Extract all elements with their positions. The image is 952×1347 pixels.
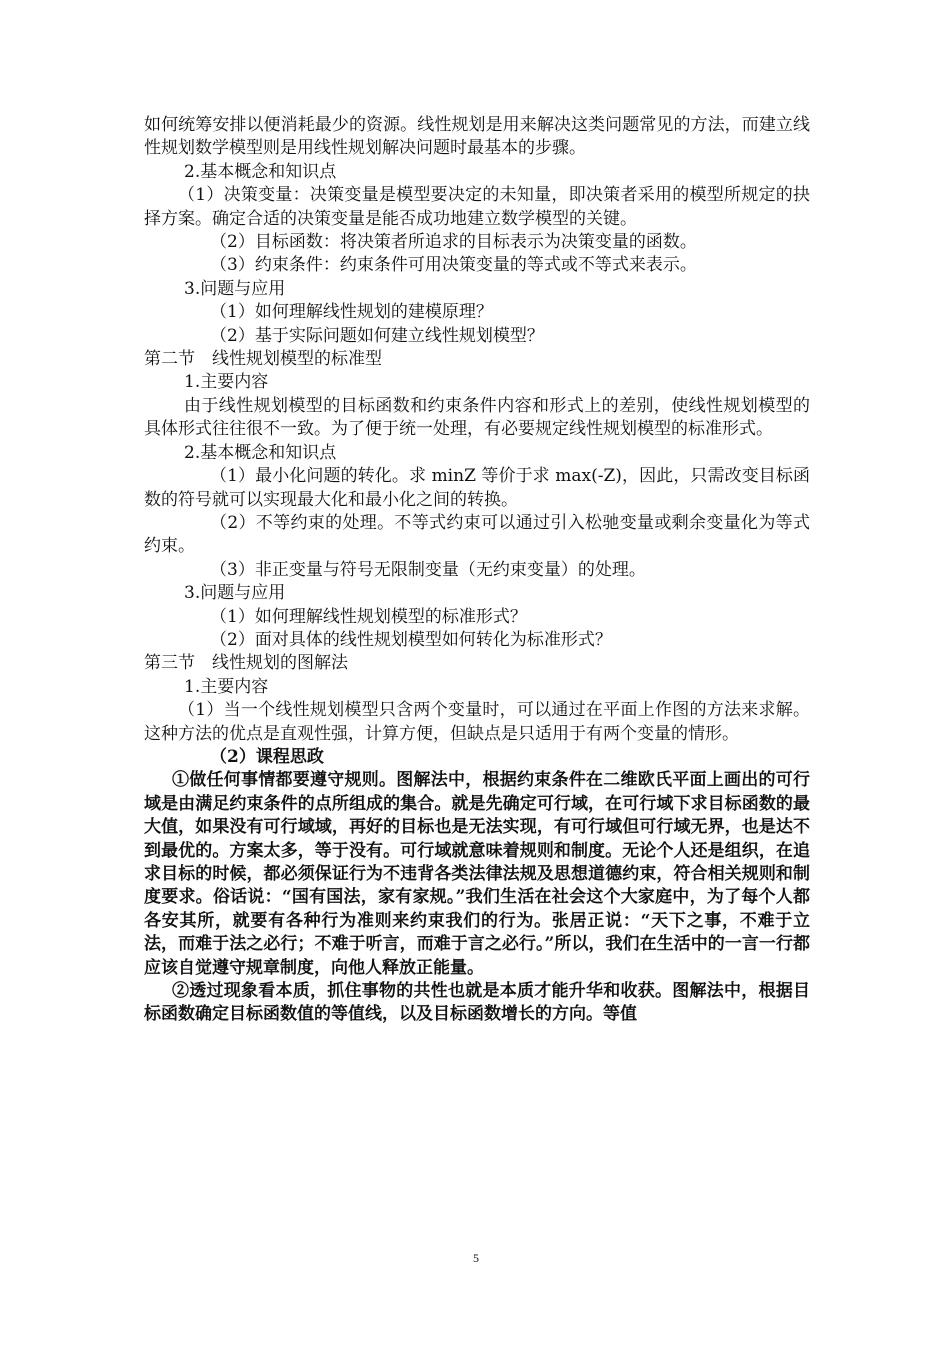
subheading: 2.基本概念和知识点	[184, 161, 337, 182]
list-item: （1）如何理解线性规划模型的标准形式？	[210, 606, 527, 627]
paragraph: （1）决策变量：决策变量是模型要决定的未知量，即决策者采用的模型所规定的抉择方案。确定合适的决策变量是能否成功地建立数学模型的关键。	[144, 185, 810, 229]
subheading: 3.问题与应用	[184, 278, 286, 299]
paragraph: （1）当一个线性规划模型只含两个变量时，可以通过在平面上作图的方法来求解。这种方法的优点是直观性强，计算方便，但缺点是只适用于有两个变量的情形。	[144, 700, 810, 744]
paragraph: 如何统筹安排以便消耗最少的资源。线性规划是用来解决这类问题常见的方法，而建立线性规划数学模型则是用线性规划解决问题时最基本的步骤。	[144, 115, 810, 159]
paragraph: 由于线性规划模型的目标函数和约束条件内容和形式上的差别，使线性规划模型的具体形式往往很不一致。为了便于统一处理，有必要规定线性规划模型的标准形式。	[144, 395, 810, 440]
list-item: （3）约束条件：约束条件可用决策变量的等式或不等式来表示。	[210, 255, 697, 276]
bold-paragraph: ①做任何事情都要遵守规则。图解法中，根据约束条件在二维欧氏平面上画出的可行域是由满足约束条件的点所组成的集合。就是先确定可行域，在可行域下求目标函数的最大值，如果没有可行域域，再好的目标也是无法实现，有可行域但可行域无界，也是达不到最优的。方案太多，等于没有。可行域就意味着规则和制度。无论个人还是组织，在追求目标的时候，都必须保证行为不违背各类法律法规及思想道德约束，符合相关规则和制度要求。俗话说：“国有国法，家有家规。”我们生活在社会这个大家庭中，为了每个人都各安其所，就要有各种行为准则来约束我们的行为。张居正说：“天下之事，不难于立法，而难于法之必行；不难于听言，而难于言之必行。”所以，我们在生活中的一言一行都应该自觉遵守规章制度，向他人释放正能量。	[144, 770, 810, 978]
section-heading: 第三节 线性规划的图解法	[144, 653, 348, 674]
section-heading: 第二节 线性规划模型的标准型	[144, 349, 382, 370]
list-item: （2）基于实际问题如何建立线性规划模型？	[210, 325, 544, 346]
bold-paragraph: ②透过现象看本质，抓住事物的共性也就是本质才能升华和收获。图解法中，根据目标函数确定目标函数值的等值线，以及目标函数增长的方向。等值	[144, 981, 810, 1025]
paragraph: （1）最小化问题的转化。求 minZ 等价于求 max(-Z)，因此，只需改变目标函数的符号就可以实现最大化和最小化之间的转换。	[144, 466, 810, 510]
subheading: 3.问题与应用	[184, 583, 286, 604]
subheading: 1.主要内容	[184, 676, 269, 697]
page-number: 5	[473, 1251, 479, 1265]
list-item: （1）如何理解线性规划的建模原理？	[210, 302, 493, 323]
subheading: 1.主要内容	[184, 372, 269, 393]
subheading: 2.基本概念和知识点	[184, 442, 337, 463]
list-item: （2）面对具体的线性规划模型如何转化为标准形式？	[210, 629, 612, 650]
list-item: （2）目标函数：将决策者所追求的目标表示为决策变量的函数。	[210, 232, 697, 253]
document-page	[144, 114, 810, 1027]
bold-subheading: （2）课程思政	[210, 746, 324, 767]
paragraph: （2）不等约束的处理。不等式约束可以通过引入松驰变量或剩余变量化为等式约束。	[144, 512, 810, 557]
list-item: （3）非正变量与符号无限制变量（无约束变量）的处理。	[210, 559, 646, 580]
